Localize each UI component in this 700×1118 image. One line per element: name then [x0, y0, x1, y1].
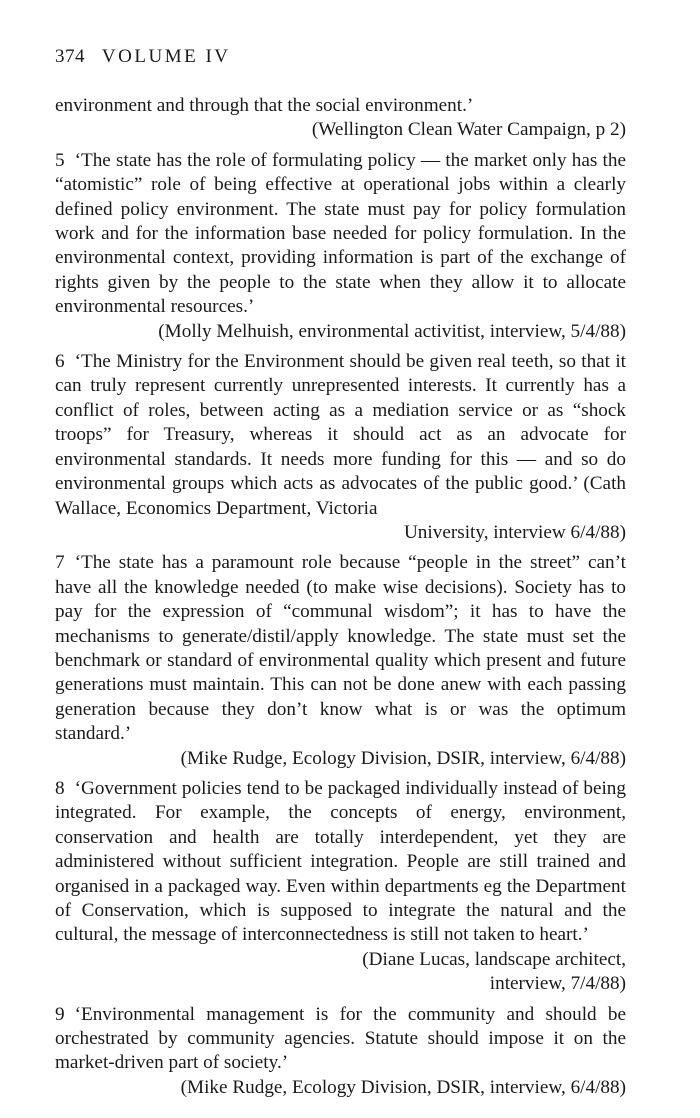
page-number: 374: [55, 46, 85, 67]
quote-citation-inline: (Diane Lucas, landscape architect,: [362, 948, 626, 970]
quote-body: ‘The state has a paramount role because “people in the street” can’t have all the knowledge needed (to make wise decisions). Society has to pay for the expression of “communal wisdom”; it has to have the mechanisms to generate/distil/apply knowledge. The state must set the benchmark or standard of environmental quality which present and future generations must maintain. This can not be done anew with each passing generation because they don’t know what is or was the optimum standard.’: [55, 552, 626, 745]
quote-7: [55, 551, 626, 771]
running-title: VOLUME IV: [101, 46, 231, 67]
quote-body: ‘The state has the role of formulating policy — the market only has the “atomistic” role of being effective at operational jobs within a clearly defined policy environment. The state must pay for policy formulation work and for the information base needed for policy formulation. In the environmental context, providing information is part of the exchange of rights given by the people to the state when they allow it to allocate environmental resources.’: [55, 149, 626, 318]
intro-text: environment and through that the social environment.’: [55, 95, 474, 116]
intro-citation: (Wellington Clean Water Campaign, p 2): [311, 119, 626, 141]
quote-citation: interview, 7/4/88): [489, 973, 626, 995]
quote-citation: University, interview 6/4/88): [403, 521, 626, 543]
quote-body: ‘The Ministry for the Environment should be given real teeth, so that it can truly represent currently unrepresented interests. It currently has a conflict of roles, between acting as a mediation service or as “shock troops” for Treasury, whereas it should act as an advocate for environmental standards. It needs more funding for this — and so do environmental groups which acts as advocates of the public good.’ (Cath Wallace, Economics Department, Victoria: [55, 351, 626, 519]
running-header: [55, 44, 626, 70]
intro-block: [55, 94, 626, 143]
quote-body: ‘Government policies tend to be packaged individually instead of being integrated. For example, the concepts of energy, environment, conservation and health are totally interdependent, yet they are administered without sufficient integration. People are still trained and organised in a packaged way. Even within departments eg the Department of Conservation, which is supposed to integrate the natural and the cultural, the message of interconnectedness is still not taken to heart.’: [55, 777, 626, 946]
quote-number: 9: [55, 1003, 65, 1025]
quote-text: [55, 551, 626, 746]
quote-number: 6: [55, 351, 65, 373]
quote-text: [55, 350, 626, 521]
quote-text: [55, 1003, 626, 1076]
quote-9: [55, 1003, 626, 1101]
quote-6: [55, 350, 626, 545]
quote-8: [55, 777, 626, 997]
quote-body: ‘Environmental management is for the community and should be orchestrated by community agencies. Statute should impose it on the market-driven part of society.’: [55, 1003, 626, 1074]
quote-number: 7: [55, 552, 65, 574]
quote-text: [55, 149, 626, 320]
quote-5: [55, 149, 626, 344]
quote-citation: (Molly Melhuish, environmental activitist, interview, 5/4/88): [158, 320, 626, 342]
quote-number: 8: [55, 777, 65, 799]
quote-number: 5: [55, 149, 65, 171]
page: [55, 44, 626, 1106]
quote-citation: (Mike Rudge, Ecology Division, DSIR, interview, 6/4/88): [180, 1076, 626, 1098]
quote-citation: (Mike Rudge, Ecology Division, DSIR, interview, 6/4/88): [180, 747, 626, 769]
quote-text: [55, 777, 626, 970]
